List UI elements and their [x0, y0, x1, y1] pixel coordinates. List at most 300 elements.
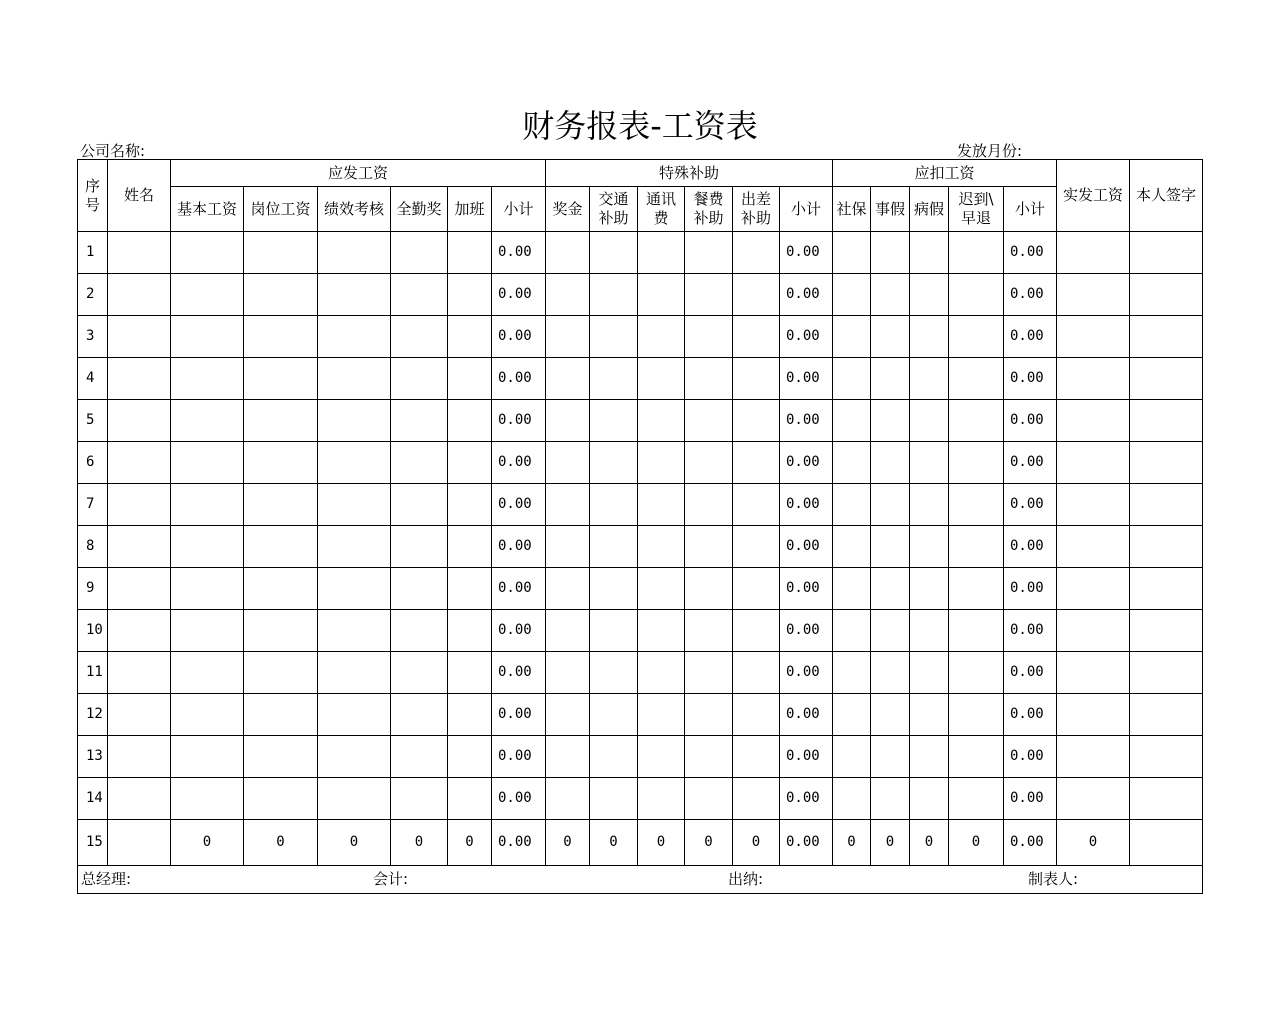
seq-cell: 4 — [78, 358, 108, 400]
name-cell — [108, 442, 171, 484]
payable-subtotal-cell: 0.00 — [492, 400, 546, 442]
cashier-label: 出纳: — [728, 870, 764, 888]
seq-cell: 13 — [78, 736, 108, 778]
table-row — [78, 736, 1203, 778]
seq-cell: 2 — [78, 274, 108, 316]
table-row-total — [78, 820, 1203, 866]
header-deduct-col: 社保 — [833, 187, 871, 232]
deduct-cell — [833, 442, 871, 484]
special-cell — [638, 442, 685, 484]
net-pay-cell — [1057, 400, 1130, 442]
deduct-cell — [833, 652, 871, 694]
header-deduct-col: 小计 — [1004, 187, 1057, 232]
special-cell — [638, 316, 685, 358]
special-cell — [546, 316, 590, 358]
deduct-cell — [833, 358, 871, 400]
deduct-cell — [833, 316, 871, 358]
deduct-subtotal-cell: 0.00 — [1004, 526, 1057, 568]
deduct-cell — [910, 694, 949, 736]
payable-subtotal-cell: 0.00 — [492, 442, 546, 484]
table-row — [78, 232, 1203, 274]
deduct-cell — [949, 484, 1004, 526]
deduct-cell — [833, 484, 871, 526]
salary-table — [77, 159, 1203, 894]
payable-subtotal-cell: 0.00 — [492, 736, 546, 778]
header-deduct-col: 病假 — [910, 187, 949, 232]
header-signature: 本人签字 — [1130, 160, 1203, 232]
deduct-cell — [871, 358, 910, 400]
table-row — [78, 652, 1203, 694]
deduct-cell — [910, 568, 949, 610]
payable-cell — [448, 484, 492, 526]
payable-cell — [448, 736, 492, 778]
signature-cell — [1130, 358, 1203, 400]
special-cell — [590, 610, 638, 652]
company-name-label: 公司名称: — [80, 142, 146, 160]
special-cell — [685, 736, 733, 778]
deduct-cell — [910, 400, 949, 442]
special-cell — [638, 400, 685, 442]
signature-cell — [1130, 736, 1203, 778]
preparer-label: 制表人: — [1028, 870, 1079, 888]
payable-cell — [391, 610, 448, 652]
special-cell — [590, 358, 638, 400]
payable-cell — [171, 274, 244, 316]
payable-cell — [318, 568, 391, 610]
payable-cell — [244, 736, 318, 778]
footer-signatures — [78, 866, 1203, 894]
header-payable-col: 基本工资 — [171, 187, 244, 232]
header-special-col: 小计 — [780, 187, 833, 232]
seq-cell: 15 — [78, 820, 108, 866]
header-special-col: 通讯 费 — [638, 187, 685, 232]
net-pay-cell — [1057, 568, 1130, 610]
deduct-cell — [949, 778, 1004, 820]
name-cell — [108, 274, 171, 316]
name-cell — [108, 610, 171, 652]
deduct-cell — [949, 316, 1004, 358]
payable-cell — [244, 610, 318, 652]
deduct-subtotal-cell: 0.00 — [1004, 232, 1057, 274]
payable-total-cell: 0 — [318, 820, 391, 866]
net-pay-cell — [1057, 652, 1130, 694]
payable-cell — [244, 274, 318, 316]
seq-cell: 8 — [78, 526, 108, 568]
table-row — [78, 442, 1203, 484]
payable-total-cell: 0 — [244, 820, 318, 866]
seq-cell: 3 — [78, 316, 108, 358]
deduct-cell — [833, 274, 871, 316]
deduct-cell — [871, 526, 910, 568]
header-special-col: 交通 补助 — [590, 187, 638, 232]
payable-cell — [318, 400, 391, 442]
payable-cell — [391, 274, 448, 316]
signature-cell — [1130, 610, 1203, 652]
payable-subtotal-cell: 0.00 — [492, 316, 546, 358]
special-cell — [685, 778, 733, 820]
special-subtotal-cell: 0.00 — [780, 274, 833, 316]
table-row — [78, 274, 1203, 316]
deduct-cell — [910, 610, 949, 652]
payable-subtotal-cell: 0.00 — [492, 820, 546, 866]
special-cell — [685, 568, 733, 610]
payable-subtotal-cell: 0.00 — [492, 232, 546, 274]
deduct-cell — [833, 736, 871, 778]
payable-cell — [391, 568, 448, 610]
deduct-cell — [871, 694, 910, 736]
name-cell — [108, 736, 171, 778]
deduct-cell — [871, 274, 910, 316]
payable-cell — [244, 778, 318, 820]
deduct-subtotal-cell: 0.00 — [1004, 484, 1057, 526]
deduct-cell — [910, 652, 949, 694]
payable-subtotal-cell: 0.00 — [492, 778, 546, 820]
special-subtotal-cell: 0.00 — [780, 652, 833, 694]
special-cell — [685, 694, 733, 736]
special-cell — [590, 736, 638, 778]
deduct-cell — [949, 568, 1004, 610]
deduct-cell — [871, 442, 910, 484]
payable-cell — [448, 316, 492, 358]
deduct-total-cell: 0 — [871, 820, 910, 866]
net-pay-cell — [1057, 358, 1130, 400]
payable-cell — [318, 778, 391, 820]
payable-cell — [244, 568, 318, 610]
payable-cell — [171, 736, 244, 778]
special-cell — [590, 778, 638, 820]
payable-cell — [448, 358, 492, 400]
seq-cell: 11 — [78, 652, 108, 694]
payable-cell — [391, 400, 448, 442]
payable-total-cell: 0 — [448, 820, 492, 866]
signature-cell — [1130, 820, 1203, 866]
special-cell — [733, 610, 780, 652]
header-special-col: 出差 补助 — [733, 187, 780, 232]
special-subtotal-cell: 0.00 — [780, 442, 833, 484]
name-cell — [108, 652, 171, 694]
header-payable-col: 加班 — [448, 187, 492, 232]
special-cell — [590, 442, 638, 484]
special-cell — [733, 526, 780, 568]
header-net-pay: 实发工资 — [1057, 160, 1130, 232]
deduct-cell — [910, 274, 949, 316]
special-cell — [590, 400, 638, 442]
special-total-cell: 0 — [685, 820, 733, 866]
table-row — [78, 358, 1203, 400]
payable-cell — [318, 442, 391, 484]
special-cell — [685, 442, 733, 484]
special-total-cell: 0 — [638, 820, 685, 866]
payable-cell — [318, 652, 391, 694]
special-cell — [733, 568, 780, 610]
special-subtotal-cell: 0.00 — [780, 736, 833, 778]
special-cell — [733, 778, 780, 820]
payable-cell — [391, 652, 448, 694]
deduct-cell — [949, 274, 1004, 316]
payable-cell — [391, 484, 448, 526]
deduct-cell — [949, 442, 1004, 484]
signature-cell — [1130, 316, 1203, 358]
seq-cell: 7 — [78, 484, 108, 526]
deduct-subtotal-cell: 0.00 — [1004, 274, 1057, 316]
header-payable-col: 小计 — [492, 187, 546, 232]
payable-cell — [391, 694, 448, 736]
deduct-cell — [833, 568, 871, 610]
special-cell — [590, 274, 638, 316]
payable-cell — [448, 652, 492, 694]
signature-cell — [1130, 442, 1203, 484]
special-cell — [733, 694, 780, 736]
payable-cell — [391, 526, 448, 568]
deduct-cell — [833, 400, 871, 442]
deduct-subtotal-cell: 0.00 — [1004, 568, 1057, 610]
special-cell — [733, 400, 780, 442]
seq-cell: 1 — [78, 232, 108, 274]
deduct-subtotal-cell: 0.00 — [1004, 652, 1057, 694]
special-cell — [733, 652, 780, 694]
special-cell — [685, 652, 733, 694]
payable-subtotal-cell: 0.00 — [492, 526, 546, 568]
deduct-subtotal-cell: 0.00 — [1004, 778, 1057, 820]
header-name: 姓名 — [108, 160, 171, 232]
deduct-total-cell: 0 — [949, 820, 1004, 866]
special-subtotal-cell: 0.00 — [780, 232, 833, 274]
table-row — [78, 400, 1203, 442]
payable-cell — [244, 232, 318, 274]
header-group-payable: 应发工资 — [171, 160, 546, 187]
payable-cell — [391, 778, 448, 820]
payable-cell — [171, 526, 244, 568]
table-row — [78, 484, 1203, 526]
payable-cell — [448, 568, 492, 610]
deduct-subtotal-cell: 0.00 — [1004, 736, 1057, 778]
header-deduct-col: 事假 — [871, 187, 910, 232]
deduct-cell — [871, 484, 910, 526]
name-cell — [108, 358, 171, 400]
special-cell — [638, 652, 685, 694]
deduct-cell — [833, 778, 871, 820]
payable-cell — [318, 316, 391, 358]
signature-cell — [1130, 526, 1203, 568]
special-cell — [590, 652, 638, 694]
seq-cell: 5 — [78, 400, 108, 442]
deduct-cell — [833, 232, 871, 274]
footer-row — [78, 866, 1203, 894]
special-cell — [546, 736, 590, 778]
special-subtotal-cell: 0.00 — [780, 316, 833, 358]
name-cell — [108, 484, 171, 526]
deduct-cell — [833, 526, 871, 568]
header-special-col: 奖金 — [546, 187, 590, 232]
payable-cell — [448, 778, 492, 820]
special-cell — [638, 610, 685, 652]
special-cell — [733, 484, 780, 526]
table-row — [78, 526, 1203, 568]
payable-cell — [448, 274, 492, 316]
deduct-cell — [949, 400, 1004, 442]
special-cell — [685, 484, 733, 526]
special-cell — [638, 568, 685, 610]
payable-subtotal-cell: 0.00 — [492, 652, 546, 694]
payable-subtotal-cell: 0.00 — [492, 568, 546, 610]
seq-cell: 10 — [78, 610, 108, 652]
special-cell — [590, 526, 638, 568]
special-cell — [685, 232, 733, 274]
special-cell — [638, 484, 685, 526]
deduct-cell — [949, 652, 1004, 694]
deduct-cell — [949, 232, 1004, 274]
payable-cell — [171, 484, 244, 526]
table-row — [78, 694, 1203, 736]
special-cell — [685, 274, 733, 316]
deduct-cell — [871, 316, 910, 358]
header-payable-col: 全勤奖 — [391, 187, 448, 232]
seq-cell: 6 — [78, 442, 108, 484]
deduct-subtotal-cell: 0.00 — [1004, 316, 1057, 358]
net-pay-cell — [1057, 484, 1130, 526]
net-pay-cell — [1057, 232, 1130, 274]
deduct-cell — [871, 652, 910, 694]
seq-cell: 14 — [78, 778, 108, 820]
payable-cell — [244, 442, 318, 484]
deduct-subtotal-cell: 0.00 — [1004, 442, 1057, 484]
payable-subtotal-cell: 0.00 — [492, 274, 546, 316]
net-pay-cell — [1057, 610, 1130, 652]
special-cell — [733, 442, 780, 484]
deduct-cell — [833, 610, 871, 652]
deduct-cell — [910, 442, 949, 484]
special-cell — [685, 316, 733, 358]
deduct-cell — [949, 358, 1004, 400]
deduct-cell — [910, 232, 949, 274]
payable-cell — [391, 736, 448, 778]
special-cell — [685, 358, 733, 400]
deduct-subtotal-cell: 0.00 — [1004, 400, 1057, 442]
payable-cell — [448, 610, 492, 652]
special-cell — [546, 652, 590, 694]
net-pay-cell — [1057, 316, 1130, 358]
special-subtotal-cell: 0.00 — [780, 400, 833, 442]
net-pay-total-cell: 0 — [1057, 820, 1130, 866]
seq-cell: 9 — [78, 568, 108, 610]
special-cell — [733, 316, 780, 358]
name-cell — [108, 400, 171, 442]
payable-cell — [171, 778, 244, 820]
name-cell — [108, 820, 171, 866]
special-subtotal-cell: 0.00 — [780, 358, 833, 400]
name-cell — [108, 694, 171, 736]
special-cell — [546, 358, 590, 400]
special-cell — [546, 274, 590, 316]
signature-cell — [1130, 652, 1203, 694]
special-cell — [733, 736, 780, 778]
payable-cell — [171, 610, 244, 652]
special-subtotal-cell: 0.00 — [780, 568, 833, 610]
payable-cell — [318, 232, 391, 274]
special-cell — [638, 274, 685, 316]
payable-cell — [244, 358, 318, 400]
payable-cell — [244, 316, 318, 358]
deduct-cell — [910, 778, 949, 820]
special-cell — [638, 232, 685, 274]
deduct-total-cell: 0 — [910, 820, 949, 866]
special-cell — [590, 694, 638, 736]
special-cell — [546, 694, 590, 736]
special-cell — [638, 526, 685, 568]
table-row — [78, 568, 1203, 610]
manager-label: 总经理: — [81, 870, 132, 888]
net-pay-cell — [1057, 274, 1130, 316]
special-cell — [546, 400, 590, 442]
header-payable-col: 绩效考核 — [318, 187, 391, 232]
header-group-special: 特殊补助 — [546, 160, 833, 187]
special-cell — [590, 232, 638, 274]
payable-total-cell: 0 — [171, 820, 244, 866]
deduct-cell — [949, 736, 1004, 778]
header-deduct-col: 迟到\ 早退 — [949, 187, 1004, 232]
deduct-cell — [949, 526, 1004, 568]
special-cell — [546, 442, 590, 484]
deduct-subtotal-cell: 0.00 — [1004, 610, 1057, 652]
deduct-cell — [910, 736, 949, 778]
deduct-cell — [871, 232, 910, 274]
net-pay-cell — [1057, 736, 1130, 778]
special-cell — [733, 358, 780, 400]
special-cell — [638, 736, 685, 778]
signature-cell — [1130, 778, 1203, 820]
payable-cell — [244, 526, 318, 568]
payable-cell — [171, 442, 244, 484]
deduct-cell — [871, 610, 910, 652]
payable-cell — [318, 736, 391, 778]
name-cell — [108, 568, 171, 610]
special-cell — [546, 778, 590, 820]
payable-cell — [318, 526, 391, 568]
payable-cell — [171, 232, 244, 274]
payable-cell — [391, 442, 448, 484]
special-cell — [685, 526, 733, 568]
payable-cell — [448, 400, 492, 442]
deduct-cell — [910, 484, 949, 526]
special-cell — [590, 568, 638, 610]
special-subtotal-cell: 0.00 — [780, 526, 833, 568]
page-title: 财务报表-工资表 — [522, 107, 758, 145]
payable-total-cell: 0 — [391, 820, 448, 866]
payable-subtotal-cell: 0.00 — [492, 610, 546, 652]
deduct-cell — [871, 778, 910, 820]
payable-subtotal-cell: 0.00 — [492, 484, 546, 526]
deduct-cell — [949, 694, 1004, 736]
payable-cell — [244, 400, 318, 442]
special-total-cell: 0 — [733, 820, 780, 866]
signature-cell — [1130, 484, 1203, 526]
name-cell — [108, 526, 171, 568]
net-pay-cell — [1057, 778, 1130, 820]
payable-cell — [448, 442, 492, 484]
payable-cell — [171, 358, 244, 400]
special-cell — [685, 400, 733, 442]
special-cell — [546, 484, 590, 526]
name-cell — [108, 316, 171, 358]
name-cell — [108, 232, 171, 274]
deduct-cell — [871, 400, 910, 442]
special-subtotal-cell: 0.00 — [780, 610, 833, 652]
payable-cell — [391, 316, 448, 358]
deduct-cell — [833, 694, 871, 736]
payment-month-label: 发放月份: — [957, 142, 1023, 160]
special-cell — [733, 232, 780, 274]
special-cell — [546, 568, 590, 610]
